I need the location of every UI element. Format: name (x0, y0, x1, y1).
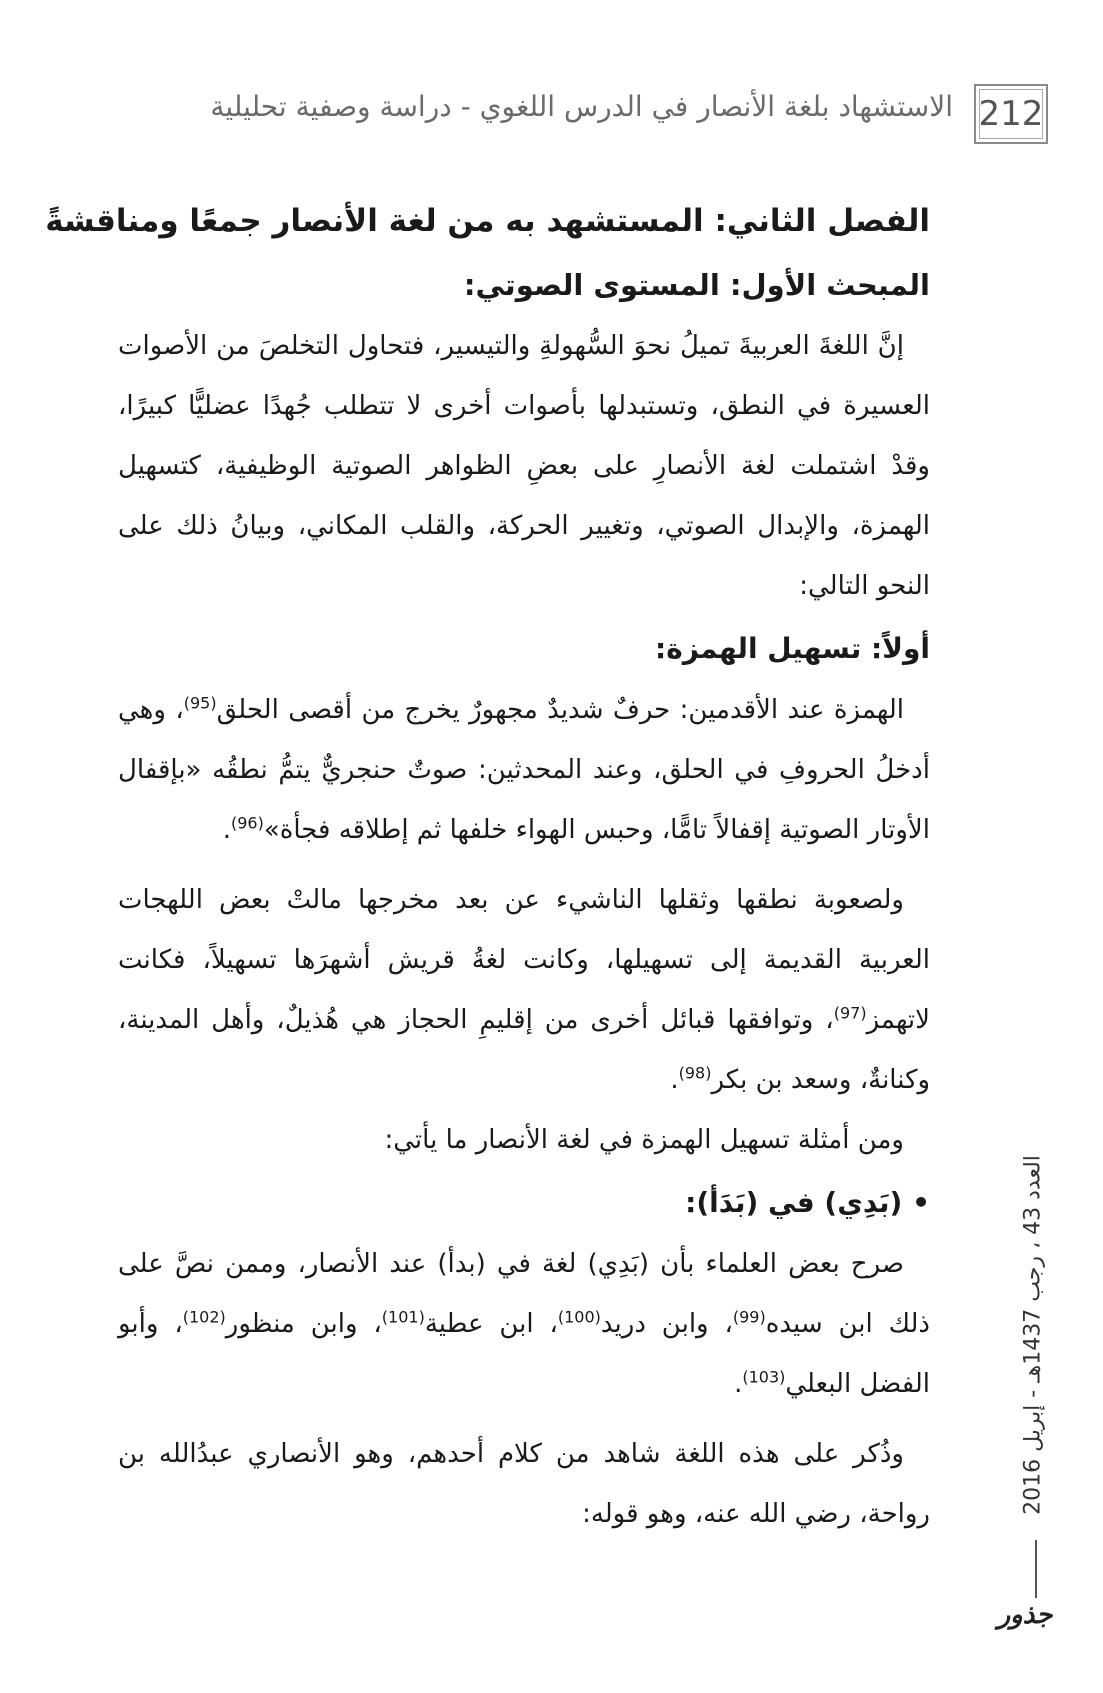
text-run: . (670, 1065, 679, 1095)
footnote-ref-97[interactable]: (97) (833, 1003, 867, 1023)
footnote-ref-95[interactable]: (95) (183, 693, 217, 713)
text-run: ، وأبو الفضل البعلي (118, 1309, 930, 1399)
text-run: الهمزة عند الأقدمين: حرفٌ شديدٌ مجهورٌ يخرج من أقصى الحلق (216, 695, 904, 725)
footnote-ref-101[interactable]: (101) (381, 1307, 425, 1327)
text-run: ، ابن عطية (424, 1309, 558, 1339)
text-run: صرح بعض العلماء بأن (بَدِي) لغة في (بدأ) عند الأنصار، وممن نصَّ على ذلك ابن سيده (118, 1249, 931, 1339)
text-run: ، وتوافقها قبائل أخرى من إقليمِ الحجاز هي هُذيلٌ، وأهل المدينة، وكنانةٌ، وسعد بن بكر (118, 1005, 930, 1095)
bullet-title: • (بَدِي) في (بَدَأ): (685, 1186, 930, 1219)
text-run: ، وهي أدخلُ الحروفِ في الحلق، وعند المحدثين: صوتٌ حنجريٌّ يتمُّ نطقُه «بإقفال الأوتار الصوتية إقفالاً تامًّا، وحبس الهواء خلفها ثم إطلاقه فجأة» (118, 695, 930, 845)
paragraph-hamza-definition (118, 680, 930, 860)
paragraph-hamza-dialects (118, 870, 930, 1110)
running-title: الاستشهاد بلغة الأنصار في الدرس اللغوي - دراسة وصفية تحليلية (210, 90, 953, 123)
footnote-ref-100[interactable]: (100) (557, 1307, 601, 1327)
footnote-ref-103[interactable]: (103) (742, 1367, 786, 1387)
text-run: . (222, 815, 231, 845)
paragraph-examples-intro: ومن أمثلة تسهيل الهمزة في لغة الأنصار ما يأتي: (384, 1125, 904, 1155)
text-run: ولصعوبة نطقها وثقلها الناشيء عن بعد مخرجها مالتْ بعض اللهجات العربية القديمة إلى تسهيلها، وكانت لغةُ قريش أشهرَها تسهيلاً، فكانت لاتهمز (118, 885, 930, 1035)
text-run: ، وابن دريد (600, 1309, 733, 1339)
text-run: . (734, 1369, 743, 1399)
page-body (45, 196, 931, 1544)
page-number: 212 (974, 84, 1048, 144)
subsection-title: أولاً: تسهيل الهمزة: (655, 632, 930, 665)
issue-info-sidebar (1018, 1130, 1048, 1540)
paragraph-witness: وذُكر على هذه اللغة شاهد من كلام أحدهم، وهو الأنصاري عبدُالله بن رواحة، رضي الله عنه، وهو قوله: (118, 1439, 930, 1529)
sidebar-divider (1035, 1540, 1037, 1598)
footnote-ref-98[interactable]: (98) (678, 1063, 712, 1083)
issue-info: العدد 43 ، رجب 1437هـ - إبريل 2016 (1020, 1155, 1046, 1515)
paragraph-scholars (118, 1234, 930, 1414)
text-run: ، وابن منظور (225, 1309, 382, 1339)
footnote-ref-99[interactable]: (99) (732, 1307, 766, 1327)
footnote-ref-96[interactable]: (96) (230, 813, 264, 833)
page-header (120, 84, 1048, 150)
journal-logo: جذور (997, 1600, 1053, 1630)
chapter-title: الفصل الثاني: المستشهد به من لغة الأنصار جمعًا ومناقشةً (45, 203, 930, 239)
section-title: المبحث الأول: المستوى الصوتي: (463, 268, 930, 302)
intro-paragraph: إنَّ اللغةَ العربيةَ تميلُ نحوَ السُّهولةِ والتيسير، فتحاول التخلصَ من الأصوات العسيرة في النطق، وتستبدلها بأصوات أخرى لا تتطلب جُهدًا عضليًّا كبيرًا، وقدْ اشتملت لغة الأنصارِ على بعضِ الظواهر الصوتية الوظيفية، كتسهيل الهمزة، والإبدال الصوتي، وتغيير الحركة، والقلب المكاني، وبيانُ ذلك على النحو التالي: (118, 331, 930, 601)
footnote-ref-102[interactable]: (102) (182, 1307, 226, 1327)
